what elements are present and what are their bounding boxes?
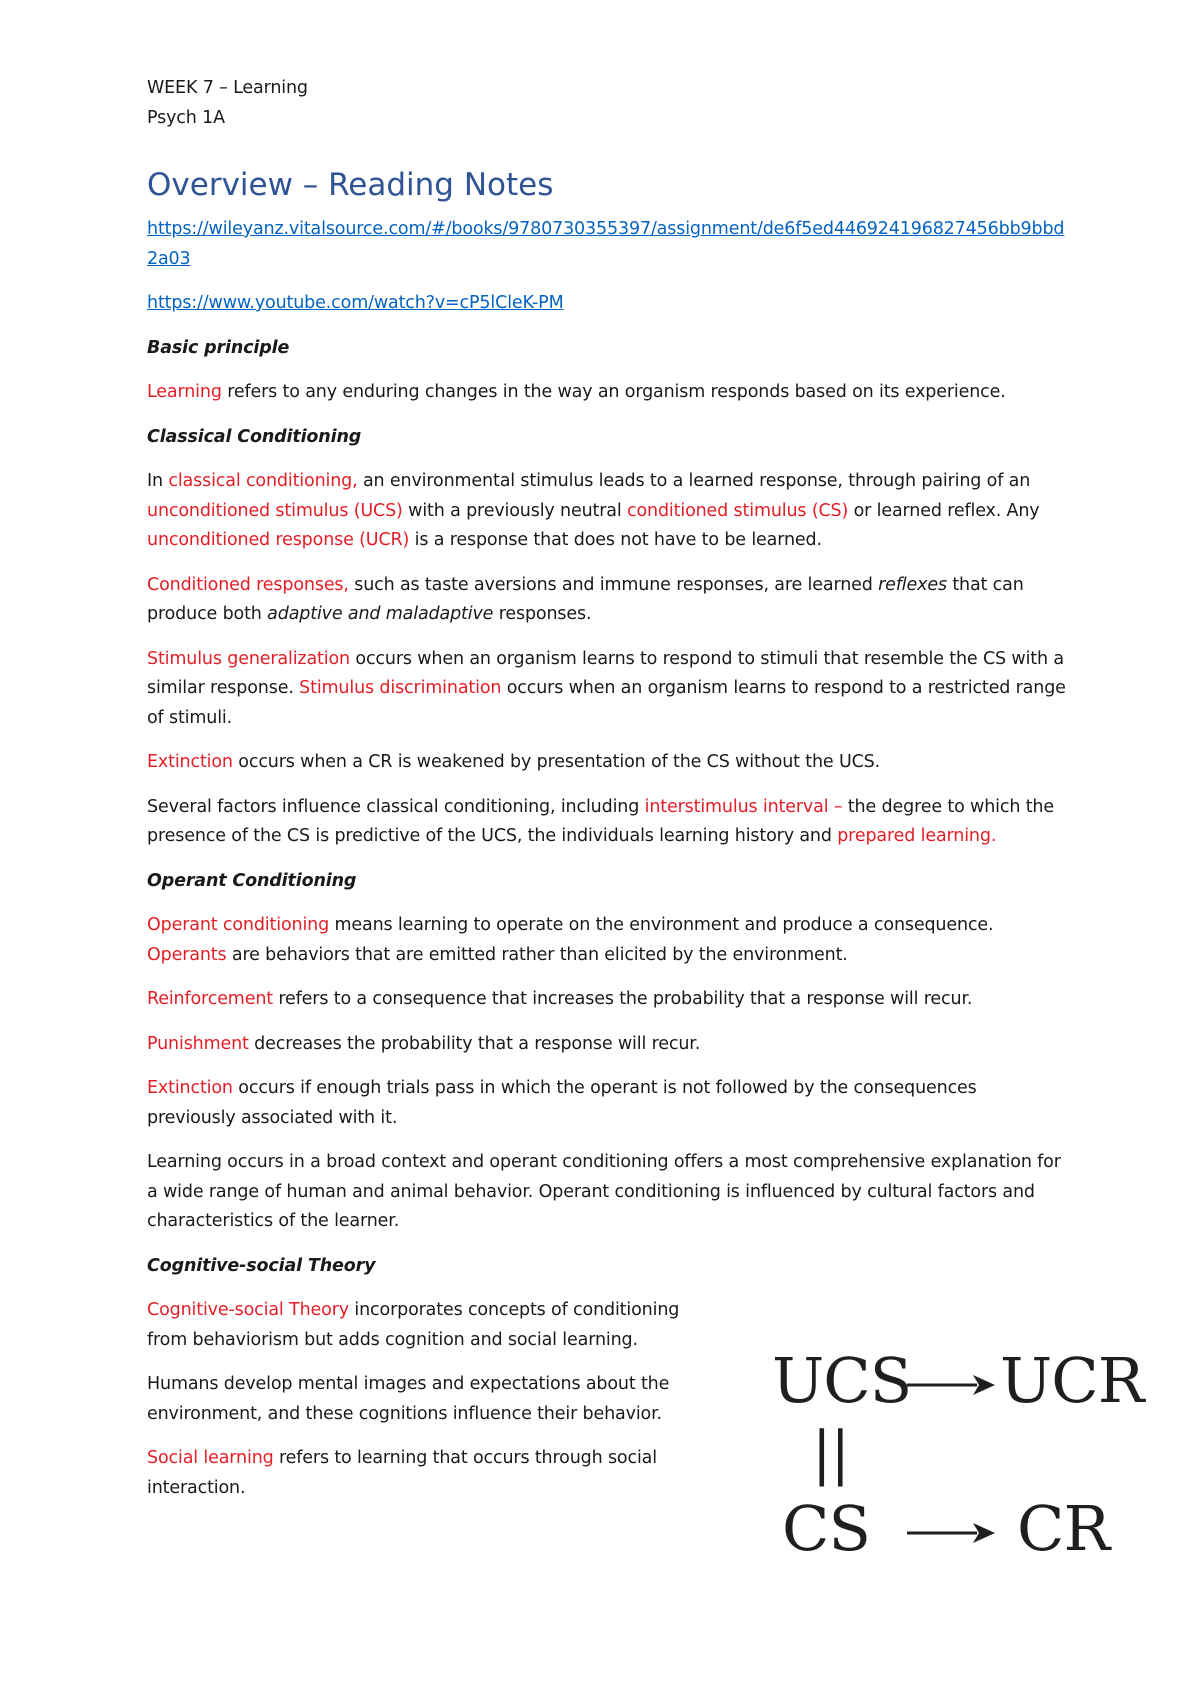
link-youtube[interactable]: https://www.youtube.com/watch?v=cP5lCleK-PM: [147, 293, 564, 313]
term-social-learning: Social learning: [147, 1448, 274, 1468]
paragraph-punishment: [147, 1030, 1067, 1060]
term-prepared-learning: prepared learning.: [837, 826, 997, 846]
text-segment: means learning to operate on the environment and produce a consequence.: [329, 915, 994, 935]
text-segment: Several factors influence classical conditioning, including: [147, 796, 645, 817]
term-punishment: Punishment: [147, 1033, 249, 1054]
paragraph-mental-images: Humans develop mental images and expectations about the environment, and these cognitions influence their behavior.: [147, 1374, 670, 1424]
text-segment: are behaviors that are emitted rather than elicited by the environment.: [226, 944, 848, 965]
text-segment: In: [147, 471, 169, 491]
term-ucr: unconditioned response (UCR): [147, 530, 410, 550]
heading-classical-conditioning: Classical Conditioning: [147, 426, 362, 447]
diagram-cs: CS: [782, 1492, 870, 1565]
paragraph-operant-definition: [147, 911, 1067, 970]
text-segment: refers to any enduring changes in the way an organism responds based on its experience.: [221, 382, 1006, 402]
paragraph-stimulus-generalization: [147, 645, 1067, 734]
term-extinction: Extinction: [147, 1078, 233, 1098]
term-operant-conditioning: Operant conditioning: [147, 915, 330, 935]
heading-operant-conditioning: Operant Conditioning: [147, 870, 357, 891]
page-title: Overview – Reading Notes: [147, 167, 554, 203]
paragraph-reinforcement: [147, 985, 1067, 1015]
text-segment: occurs when an organism learns to respond to a restricted range of stimuli.: [147, 678, 1066, 728]
text-segment: or learned reflex. Any: [848, 500, 1040, 521]
term-conditioned-responses: Conditioned responses,: [147, 574, 349, 595]
heading-cognitive-social: Cognitive-social Theory: [147, 1255, 376, 1276]
arrow-right-icon: [907, 1370, 997, 1400]
paragraph-learning-context: Learning occurs in a broad context and operant conditioning offers a most comprehensive explanation for a wide range of human and animal behavior. Operant conditioning is influenced by cultural factors and characteristics of the learner.: [147, 1152, 1061, 1231]
term-classical-conditioning: classical conditioning,: [168, 471, 358, 491]
link-vitalsource[interactable]: https://wileyanz.vitalsource.com/#/books/9780730355397/assignment/de6f5ed446924196827456bb9bbd2a03: [147, 219, 1065, 269]
text-segment: occurs when a CR is weakened by presentation of the CS without the UCS.: [232, 752, 881, 772]
text-segment: occurs if enough trials pass in which the operant is not followed by the consequences previously associated with it.: [147, 1078, 977, 1128]
text-segment: decreases the probability that a response will recur.: [248, 1033, 701, 1054]
text-segment: refers to a consequence that increases the probability that a response will recur.: [272, 989, 973, 1009]
text-segment: the degree to which the presence of the CS is predictive of the UCS, the individuals learning history and: [147, 796, 1054, 846]
text-segment: responses.: [493, 604, 592, 624]
term-extinction: Extinction: [147, 752, 233, 772]
term-cognitive-social-theory: Cognitive-social Theory: [147, 1300, 349, 1320]
paragraph-factors: [147, 793, 1067, 852]
diagram-cr: CR: [1017, 1492, 1110, 1565]
paragraph-classical-definition: [147, 467, 1067, 556]
term-operants: Operants: [147, 944, 227, 965]
text-segment: that can produce both: [147, 574, 1024, 624]
conditioning-diagram: [772, 1340, 1144, 1570]
paragraph-extinction-operant: [147, 1074, 1067, 1133]
term-interstimulus-interval: interstimulus interval –: [644, 796, 843, 817]
term-reinforcement: Reinforcement: [147, 989, 273, 1009]
italic-reflexes: reflexes: [878, 574, 947, 595]
text-segment: an environmental stimulus leads to a learned response, through pairing of an: [357, 471, 1031, 491]
text-segment: occurs when an organism learns to respond to stimuli that resemble the CS with a similar response.: [147, 648, 1064, 698]
term-learning: Learning: [147, 382, 222, 402]
paragraph-social-learning: [147, 1444, 717, 1503]
text-segment: such as taste aversions and immune responses, are learned: [348, 574, 879, 595]
term-stimulus-discrimination: Stimulus discrimination: [299, 678, 502, 698]
paragraph-extinction-classical: [147, 748, 1067, 778]
document-body: [147, 74, 1067, 1518]
text-segment: is a response that does not have to be learned.: [409, 530, 822, 550]
text-segment: with a previously neutral: [402, 500, 627, 521]
diagram-pair-symbol: ||: [812, 1419, 850, 1487]
paragraph-cognitive-definition: [147, 1296, 717, 1355]
diagram-ucs: UCS: [772, 1344, 912, 1417]
link-youtube-paragraph: [147, 289, 1067, 319]
text-segment: incorporates concepts of conditioning from behaviorism but adds cognition and social learning.: [147, 1300, 680, 1350]
paragraph-conditioned-responses: [147, 571, 1067, 630]
link-vitalsource-paragraph: [147, 215, 1067, 274]
heading-basic-principle: Basic principle: [147, 337, 290, 358]
term-stimulus-generalization: Stimulus generalization: [147, 648, 350, 669]
italic-adaptive: adaptive and maladaptive: [267, 604, 494, 624]
term-cs: conditioned stimulus (CS): [627, 500, 849, 521]
header-week: WEEK 7 – Learning: [147, 78, 308, 98]
header-course: Psych 1A: [147, 107, 225, 128]
arrow-right-icon: [907, 1518, 997, 1548]
diagram-ucr: UCR: [1000, 1344, 1144, 1417]
paragraph-learning-definition: [147, 378, 1067, 408]
text-segment: refers to learning that occurs through social interaction.: [147, 1448, 657, 1498]
term-ucs: unconditioned stimulus (UCS): [147, 500, 403, 521]
